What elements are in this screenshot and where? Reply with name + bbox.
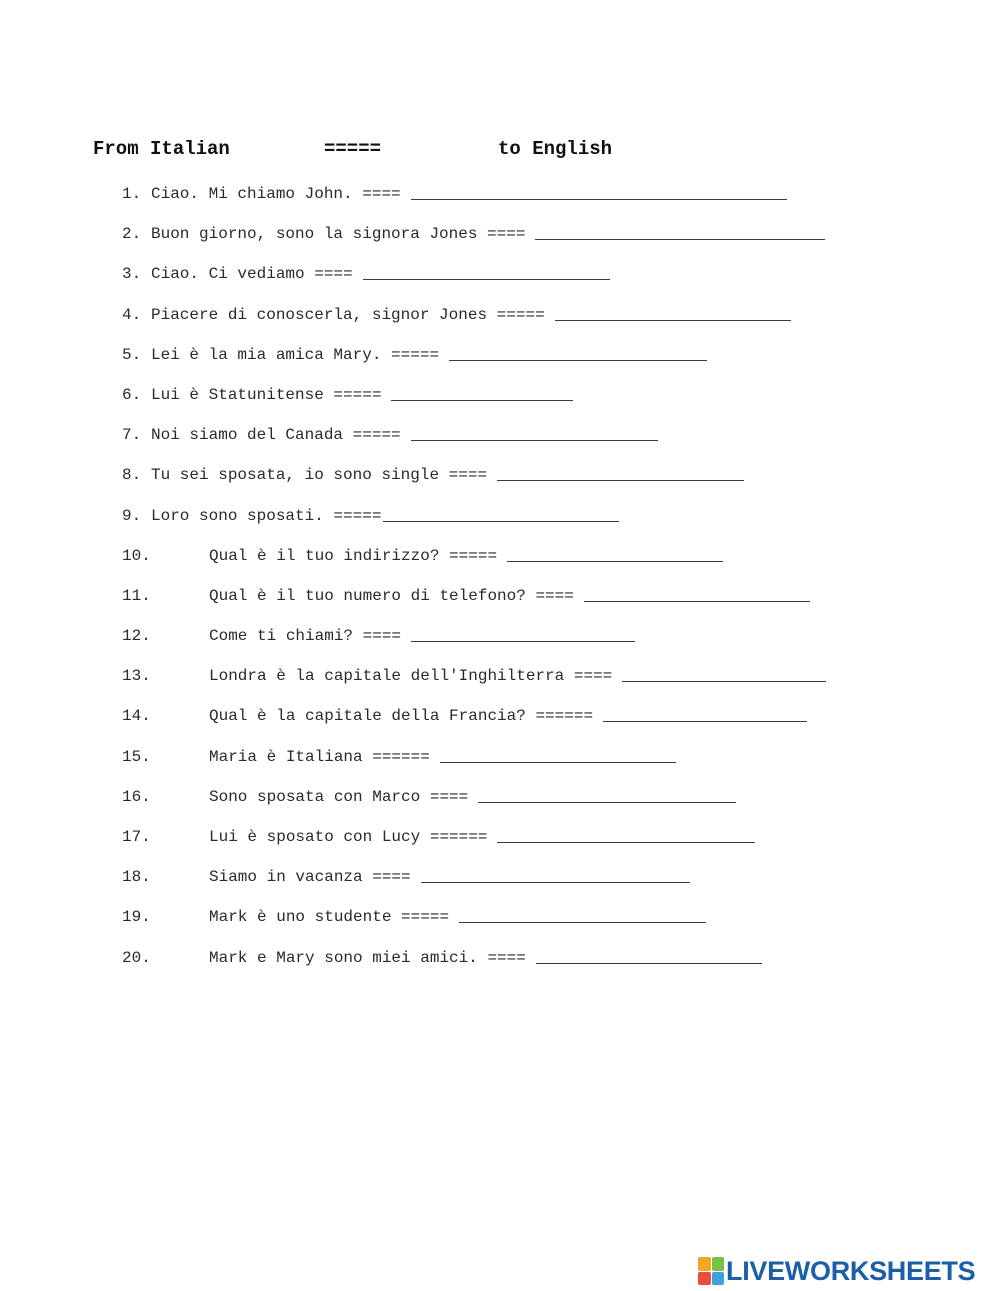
- item-number: 5.: [122, 345, 142, 364]
- item-number: 19.: [122, 908, 151, 927]
- item-prompt: [151, 461, 744, 489]
- item-prompt: [151, 260, 610, 288]
- item-number: 14.: [122, 707, 151, 726]
- item-prompt-text: Sono sposata con Marco ====: [209, 787, 469, 806]
- item-prompt: [209, 863, 690, 891]
- liveworksheets-logo-text: LIVEWORKSHEETS: [726, 1255, 976, 1286]
- exercise-item: [0, 542, 1000, 582]
- item-number: 3.: [122, 265, 142, 284]
- item-number: 6.: [122, 385, 142, 404]
- item-number: 17.: [122, 828, 151, 846]
- item-prompt: [209, 903, 706, 931]
- heading-from-label: From Italian: [93, 138, 230, 160]
- item-prompt-text: Noi siamo del Canada =====: [151, 426, 401, 445]
- exercise-item: [0, 582, 1000, 622]
- item-number: 16.: [122, 787, 151, 806]
- exercise-item: [0, 702, 1000, 742]
- exercise-item: [0, 622, 1000, 662]
- answer-blank[interactable]: [535, 238, 825, 240]
- logo-tile-l: [698, 1257, 711, 1271]
- heading-to-label: to English: [498, 138, 613, 160]
- exercise-item: [0, 421, 1000, 461]
- item-prompt-text: Tu sei sposata, io sono single ====: [151, 466, 488, 485]
- item-prompt-text: Mark e Mary sono miei amici. ====: [209, 948, 526, 967]
- answer-blank[interactable]: [440, 761, 676, 763]
- item-prompt-text: Qual è il tuo indirizzo? =====: [209, 546, 498, 565]
- item-prompt: [151, 341, 707, 369]
- exercise-item: [0, 783, 1000, 823]
- item-prompt-text: Piacere di conoscerla, signor Jones =====: [151, 305, 545, 324]
- answer-blank[interactable]: [536, 962, 762, 964]
- logo-tile-e: [712, 1272, 725, 1286]
- item-number: 2.: [122, 225, 142, 244]
- item-prompt-text: Lei è la mia amica Mary. =====: [151, 345, 440, 364]
- exercise-item: [0, 944, 1000, 984]
- exercise-item: [0, 903, 1000, 943]
- item-prompt: [151, 421, 658, 449]
- exercise-item: [0, 381, 1000, 421]
- item-prompt: [209, 944, 762, 972]
- item-prompt-text: Ciao. Ci vediamo ====: [151, 265, 353, 284]
- item-prompt: [151, 220, 825, 248]
- exercise-item: [0, 341, 1000, 381]
- item-number: 1.: [122, 185, 142, 203]
- item-number: 12.: [122, 627, 151, 646]
- item-number: 7.: [122, 426, 142, 445]
- answer-blank[interactable]: [421, 881, 690, 883]
- exercise-item: [0, 461, 1000, 501]
- item-prompt-text: Mark è uno studente =====: [209, 908, 450, 927]
- exercise-item: [0, 662, 1000, 702]
- answer-blank[interactable]: [497, 479, 744, 481]
- liveworksheets-logo-mark: [698, 1257, 724, 1285]
- item-prompt-text: Come ti chiami? ====: [209, 627, 402, 646]
- logo-tile-v: [698, 1272, 711, 1286]
- answer-blank[interactable]: [363, 278, 610, 280]
- item-number: 13.: [122, 667, 151, 686]
- item-prompt-text: Lui è Statunitense =====: [151, 385, 382, 404]
- item-prompt-text: Buon giorno, sono la signora Jones ====: [151, 225, 526, 244]
- exercise-item: [0, 502, 1000, 542]
- answer-blank[interactable]: [584, 600, 810, 602]
- item-prompt: [151, 502, 619, 530]
- item-prompt: [151, 301, 791, 329]
- exercise-item: [0, 743, 1000, 783]
- answer-blank[interactable]: [603, 720, 807, 722]
- answer-blank[interactable]: [411, 439, 658, 441]
- liveworksheets-logo: [698, 1254, 975, 1288]
- exercise-item: [0, 823, 1000, 863]
- item-number: 15.: [122, 747, 151, 766]
- item-number: 10.: [122, 546, 151, 565]
- item-number: 11.: [122, 586, 151, 605]
- answer-blank[interactable]: [478, 801, 736, 803]
- answer-blank[interactable]: [507, 560, 723, 562]
- item-prompt-text: Qual è la capitale della Francia? ======: [209, 707, 594, 726]
- item-prompt-text: Maria è Italiana ======: [209, 747, 430, 766]
- heading-separator: =====: [324, 138, 382, 160]
- answer-blank[interactable]: [459, 921, 706, 923]
- exercise-item: [0, 180, 1000, 220]
- answer-blank[interactable]: [411, 640, 635, 642]
- answer-blank[interactable]: [497, 841, 755, 843]
- answer-blank[interactable]: [622, 680, 826, 682]
- exercise-list: [0, 180, 1000, 984]
- item-prompt: [209, 542, 723, 570]
- answer-blank[interactable]: [449, 359, 707, 361]
- item-prompt: [209, 702, 807, 730]
- logo-tile-i: [712, 1257, 725, 1271]
- item-prompt-text: Lui è sposato con Lucy ======: [209, 828, 488, 846]
- item-prompt: [151, 381, 573, 409]
- item-prompt: [209, 582, 810, 610]
- answer-blank[interactable]: [411, 198, 787, 200]
- item-number: 8.: [122, 466, 142, 485]
- item-prompt: [209, 743, 676, 771]
- item-prompt-text: Loro sono sposati. =====: [151, 506, 382, 525]
- item-prompt: [209, 622, 635, 650]
- item-prompt-text: Ciao. Mi chiamo John. ====: [151, 185, 401, 203]
- item-prompt-text: Qual è il tuo numero di telefono? ====: [209, 586, 574, 605]
- exercise-item: [0, 260, 1000, 300]
- item-prompt-text: Siamo in vacanza ====: [209, 868, 411, 887]
- answer-blank[interactable]: [555, 319, 791, 321]
- item-number: 20.: [122, 948, 151, 967]
- item-prompt: [209, 662, 826, 690]
- answer-blank[interactable]: [391, 399, 573, 401]
- item-prompt-text: Londra è la capitale dell'Inghilterra ====: [209, 667, 613, 686]
- exercise-item: [0, 220, 1000, 260]
- exercise-item: [0, 301, 1000, 341]
- answer-blank[interactable]: [383, 520, 619, 522]
- item-prompt: [209, 783, 736, 811]
- item-number: 9.: [122, 506, 142, 525]
- item-prompt: [209, 823, 755, 851]
- item-number: 18.: [122, 868, 151, 887]
- item-prompt: [151, 180, 787, 208]
- exercise-item: [0, 863, 1000, 903]
- item-number: 4.: [122, 305, 142, 324]
